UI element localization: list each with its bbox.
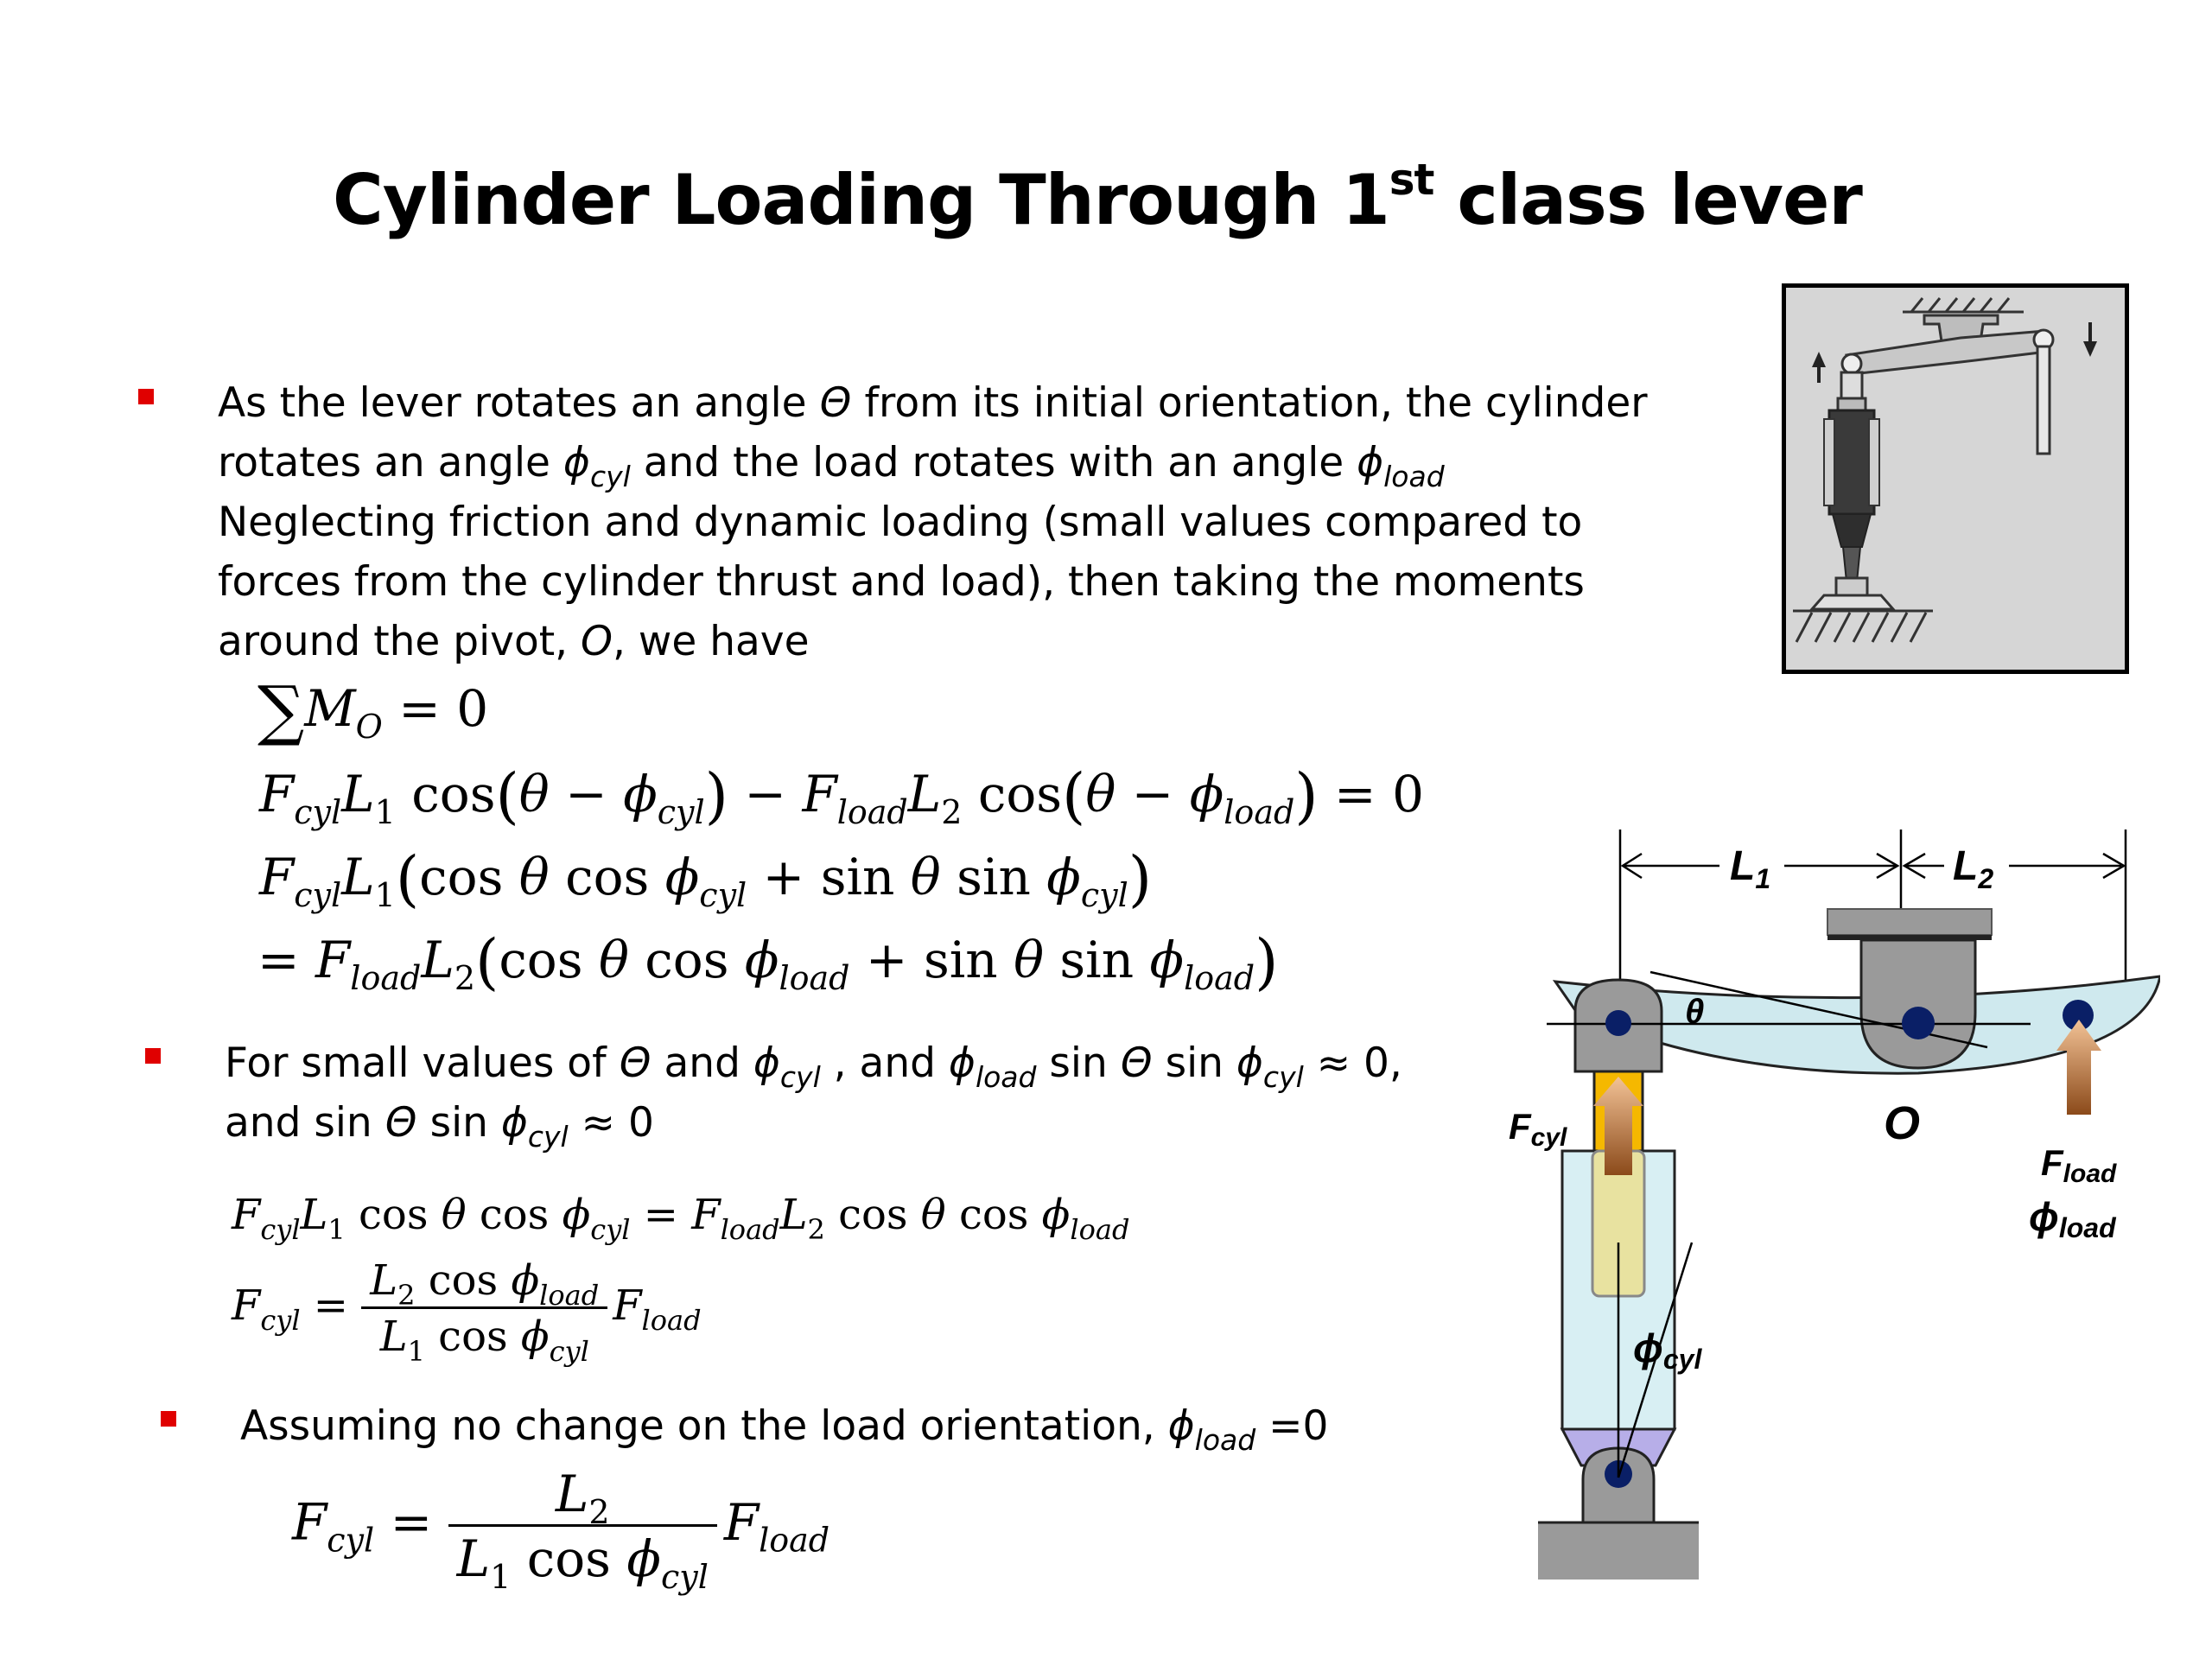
ground-base	[1538, 1522, 1699, 1580]
bullet-marker-3	[161, 1411, 176, 1427]
bullet-2-line-1: For small values of Θ and $\phi_{cyl}$ , and $\phi_{load}$ sin Θ $\sin \phi_{cyl} \approx 0$,	[225, 1039, 1402, 1094]
phi-cyl-label: ϕcyl	[1633, 1325, 1702, 1375]
lever-schematic	[1503, 812, 2160, 1590]
bullet-2-line-2: and sin Θ $\sin \phi_{cyl} \approx 0$	[225, 1099, 654, 1154]
equation-moment-balance: $F_{cyl}L_1$ $\cos(\theta - \phi_{cyl}) - F_{load}L_2$ $\cos(\theta - \phi_{load}) = 0$	[259, 760, 1424, 831]
pivot-pin	[1902, 1007, 1935, 1039]
bullet-marker-1	[138, 389, 154, 404]
phi-load-label: ϕload	[2029, 1194, 2116, 1243]
equation-sum-moments: $\sum M_O = 0$	[257, 671, 489, 748]
bullet-1-line-4: forces from the cylinder thrust and load), then taking the moments	[218, 558, 1585, 606]
mechanism-photo	[1782, 283, 2129, 674]
equation-final: $F_{cyl}$ = $\frac{L_2}{L_1 \cos \phi_{cyl}}$ $F_{load}$	[292, 1465, 830, 1596]
title-main: Cylinder Loading Through 1	[333, 160, 1389, 240]
top-support-plate	[1827, 909, 1992, 935]
pivot-bracket	[1861, 940, 1975, 1068]
slide-title	[333, 155, 1862, 240]
dimension-L1-label: $L_1$	[1730, 843, 1771, 894]
dimension-L2-label: $L_2$	[1953, 843, 1994, 894]
mechanism-photo-illustration	[1786, 288, 2125, 670]
equation-expanded-right: = $F_{load}L_2(\cos$ θ $\cos \phi_{load} + \sin \theta$ $\sin \phi_{load}$)	[257, 926, 1279, 997]
theta-angle-label: θ	[1685, 993, 1705, 1031]
title-superscript: st	[1389, 155, 1434, 205]
equation-fcyl-ratio: $F_{cyl}$ = $\frac{L_2 \cos \phi_{load}}{L_1 \cos \phi_{cyl}}$ $F_{load}$	[232, 1256, 702, 1368]
force-cylinder-label: Fcyl	[1509, 1106, 1567, 1152]
pivot-O-label: O	[1884, 1097, 1921, 1149]
equation-expanded-left: $F_{cyl}L_1(\cos$ θ $\cos \phi_{cyl} + \sin \theta$ $\sin \phi_{cyl}$)	[259, 843, 1153, 914]
bullet-1-line-3: Neglecting friction and dynamic loading (small values compared to	[218, 499, 1583, 546]
title-rest: class lever	[1433, 160, 1862, 240]
bullet-1-line-1: As the lever rotates an angle Θ from its initial orientation, the cylinder	[218, 379, 1648, 427]
equation-small-angle: $F_{cyl}L_1$ cos θ $\cos \phi_{cyl} = F_{load}L_2$ cos θ $\cos \phi_{load}$	[232, 1191, 1130, 1246]
bullet-1-line-5: around the pivot, O, we have	[218, 618, 810, 665]
cylinder-pin	[1605, 1010, 1631, 1036]
bullet-3-line-1: Assuming no change on the load orientation, $\phi_{load} =0$	[240, 1402, 1329, 1457]
force-load-label: Fload	[2041, 1142, 2117, 1188]
bullet-marker-2	[145, 1048, 161, 1064]
bullet-1-line-2: rotates an angle $\phi_{cyl}$ and the load rotates with an angle $\phi_{load}$	[218, 439, 1445, 493]
